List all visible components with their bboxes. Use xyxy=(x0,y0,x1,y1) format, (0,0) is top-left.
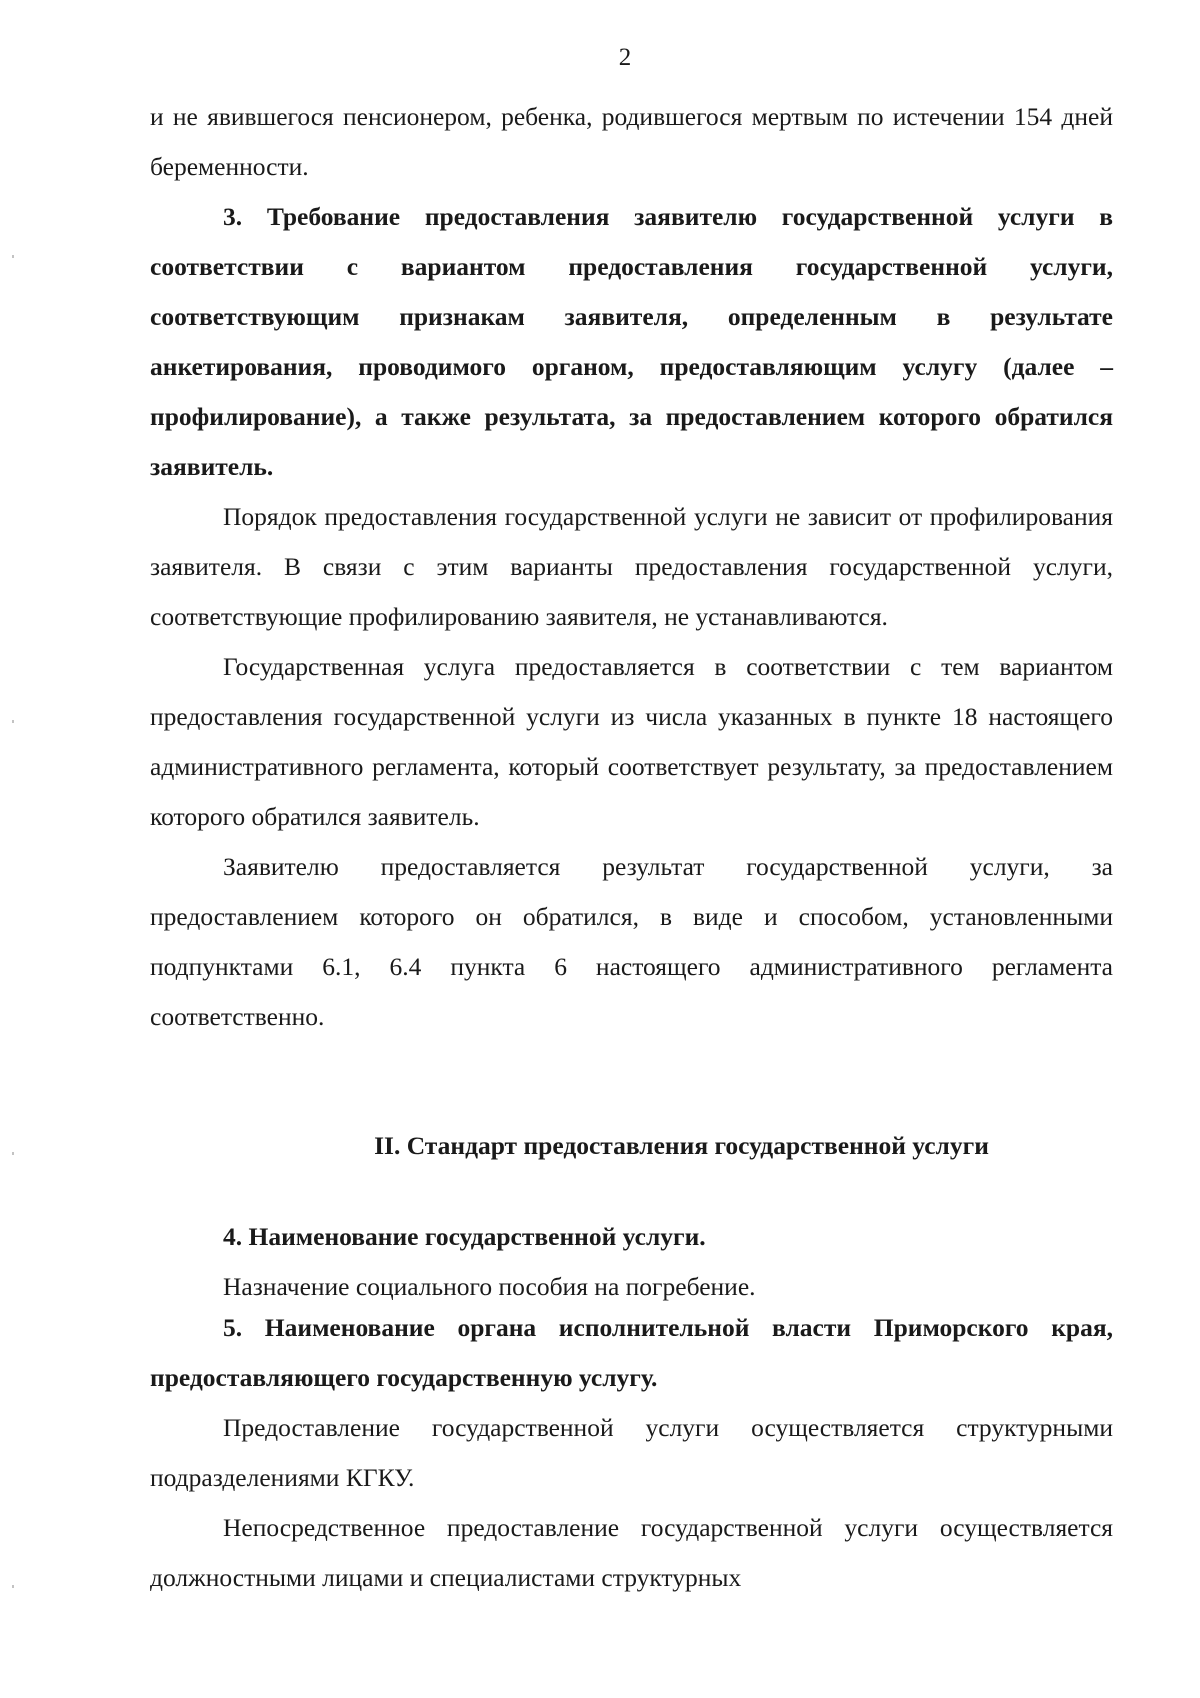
paragraph-service-name: Назначение социального пособия на погребение. xyxy=(223,1272,756,1301)
paragraph-procedure: Порядок предоставления государственной услуги не зависит от профилирования заявителя. В связи с этим варианты предоставления государственной услуги, соответствующие профилированию заявителя, не устанавливаются. xyxy=(150,502,1113,631)
heading-item-4: 4. Наименование государственной услуги. xyxy=(223,1222,706,1251)
scan-artifact xyxy=(12,255,14,258)
section-title: II. Стандарт предоставления государственной услуги xyxy=(374,1131,989,1160)
paragraph-continuation: и не явившегося пенсионером, ребенка, родившегося мертвым по истечении 154 дней беременности. xyxy=(150,102,1113,181)
scan-artifact xyxy=(12,1152,14,1155)
document-body xyxy=(150,92,1113,1042)
heading-item-5: 5. Наименование органа исполнительной власти Приморского края, предоставляющего государственную услугу. xyxy=(150,1313,1113,1392)
paragraph-direct-provision: Непосредственное предоставление государственной услуги осуществляется должностными лицами и специалистами структурных xyxy=(150,1513,1113,1592)
paragraph-result: Заявителю предоставляется результат государственной услуги, за предоставлением которого он обратился, в виде и способом, установленными подпунктами 6.1, 6.4 пункта 6 настоящего административного регламента соответственно. xyxy=(150,852,1113,1031)
document-body-section-3 xyxy=(150,1303,1113,1603)
page-number: 2 xyxy=(618,44,632,71)
scan-artifact xyxy=(12,720,14,723)
paragraph-provider: Предоставление государственной услуги осуществляется структурными подразделениями КГКУ. xyxy=(150,1413,1113,1492)
scan-artifact xyxy=(12,1585,14,1588)
document-body-section-2 xyxy=(150,1212,1113,1312)
paragraph-variant: Государственная услуга предоставляется в соответствии с тем вариантом предоставления государственной услуги из числа указанных в пункте 18 настоящего административного регламента, который соответствует результату, за предоставлением которого обратился заявитель. xyxy=(150,652,1113,831)
heading-item-3: 3. Требование предоставления заявителю государственной услуги в соответствии с вариантом предоставления государственной услуги, соответствующим признакам заявителя, определенным в результате анкетирования, проводимого органом, предоставляющим услугу (далее – профилирование), а также результата, за предоставлением которого обратился заявитель. xyxy=(150,202,1113,481)
